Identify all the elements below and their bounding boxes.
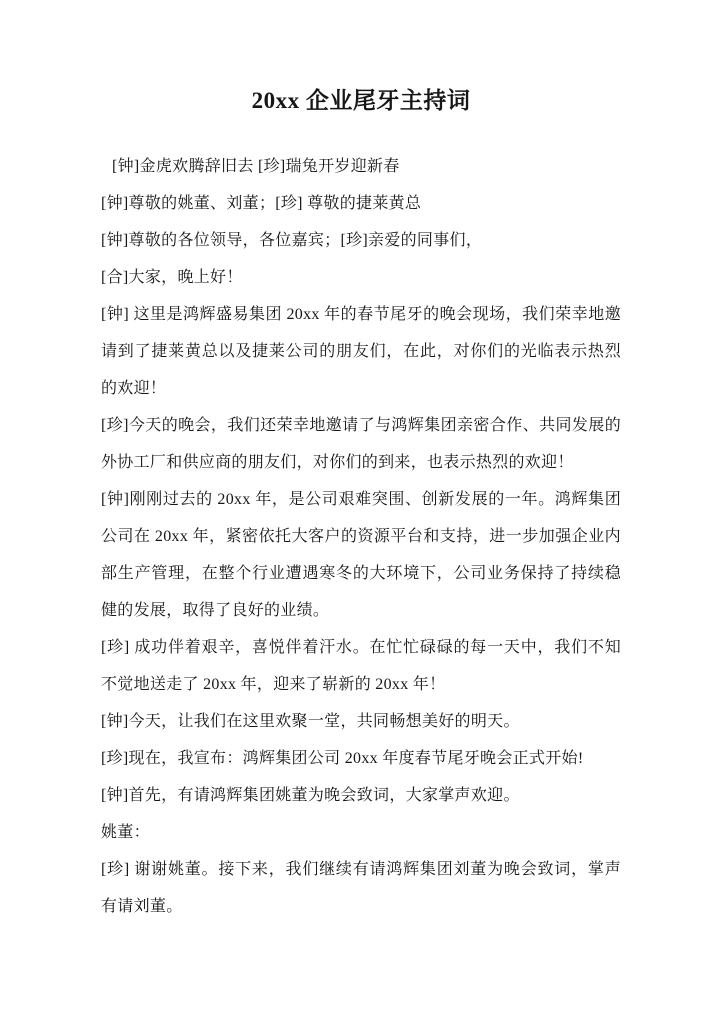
paragraph: [合]大家，晚上好！ [101, 269, 243, 286]
paragraph: [珍] 成功伴着艰辛，喜悦伴着汗水。在忙忙碌碌的每一天中，我们不知不觉地送走了 20xx 年，迎来了崭新的 20xx 年！ [101, 639, 621, 693]
paragraph: [钟]今天，让我们在这里欢聚一堂，共同畅想美好的明天。 [101, 713, 520, 730]
paragraph: [珍]今天的晚会，我们还荣幸地邀请了与鸿辉集团亲密合作、共同发展的外协工厂和供应商的朋友们，对你们的到来，也表示热烈的欢迎！ [101, 417, 621, 471]
paragraph: [珍] 谢谢姚董。接下来，我们继续有请鸿辉集团刘董为晚会致词，掌声有请刘董。 [101, 861, 621, 915]
paragraph: [钟]尊敬的各位领导，各位嘉宾；[珍]亲爱的同事们， [101, 232, 483, 249]
paragraph: [钟]首先，有请鸿辉集团姚董为晚会致词，大家掌声欢迎。 [101, 787, 520, 804]
paragraph: [钟] 这里是鸿辉盛易集团 20xx 年的春节尾牙的晚会现场，我们荣幸地邀请到了捷莱黄总以及捷莱公司的朋友们，在此，对你们的光临表示热烈的欢迎！ [101, 306, 621, 397]
paragraph: [钟]刚刚过去的 20xx 年，是公司艰难突围、创新发展的一年。鸿辉集团公司在 20xx 年，紧密依托大客户的资源平台和支持，进一步加强企业内部生产管理，在整个行业遭遇寒冬的大环境下，公司业务保持了持续稳健的发展，取得了良好的业绩。 [101, 491, 621, 619]
paragraph: [珍]现在，我宣布：鸿辉集团公司 20xx 年度春节尾牙晚会正式开始! [101, 750, 584, 767]
paragraph: [钟]金虎欢腾辞旧去 [珍]瑞兔开岁迎新春 [112, 158, 400, 175]
document-title: 20xx 企业尾牙主持词 [251, 88, 471, 113]
document-body [101, 148, 621, 925]
paragraph: 姚董： [101, 824, 150, 841]
paragraph: [钟]尊敬的姚董、刘董；[珍] 尊敬的捷莱黄总 [101, 195, 422, 212]
